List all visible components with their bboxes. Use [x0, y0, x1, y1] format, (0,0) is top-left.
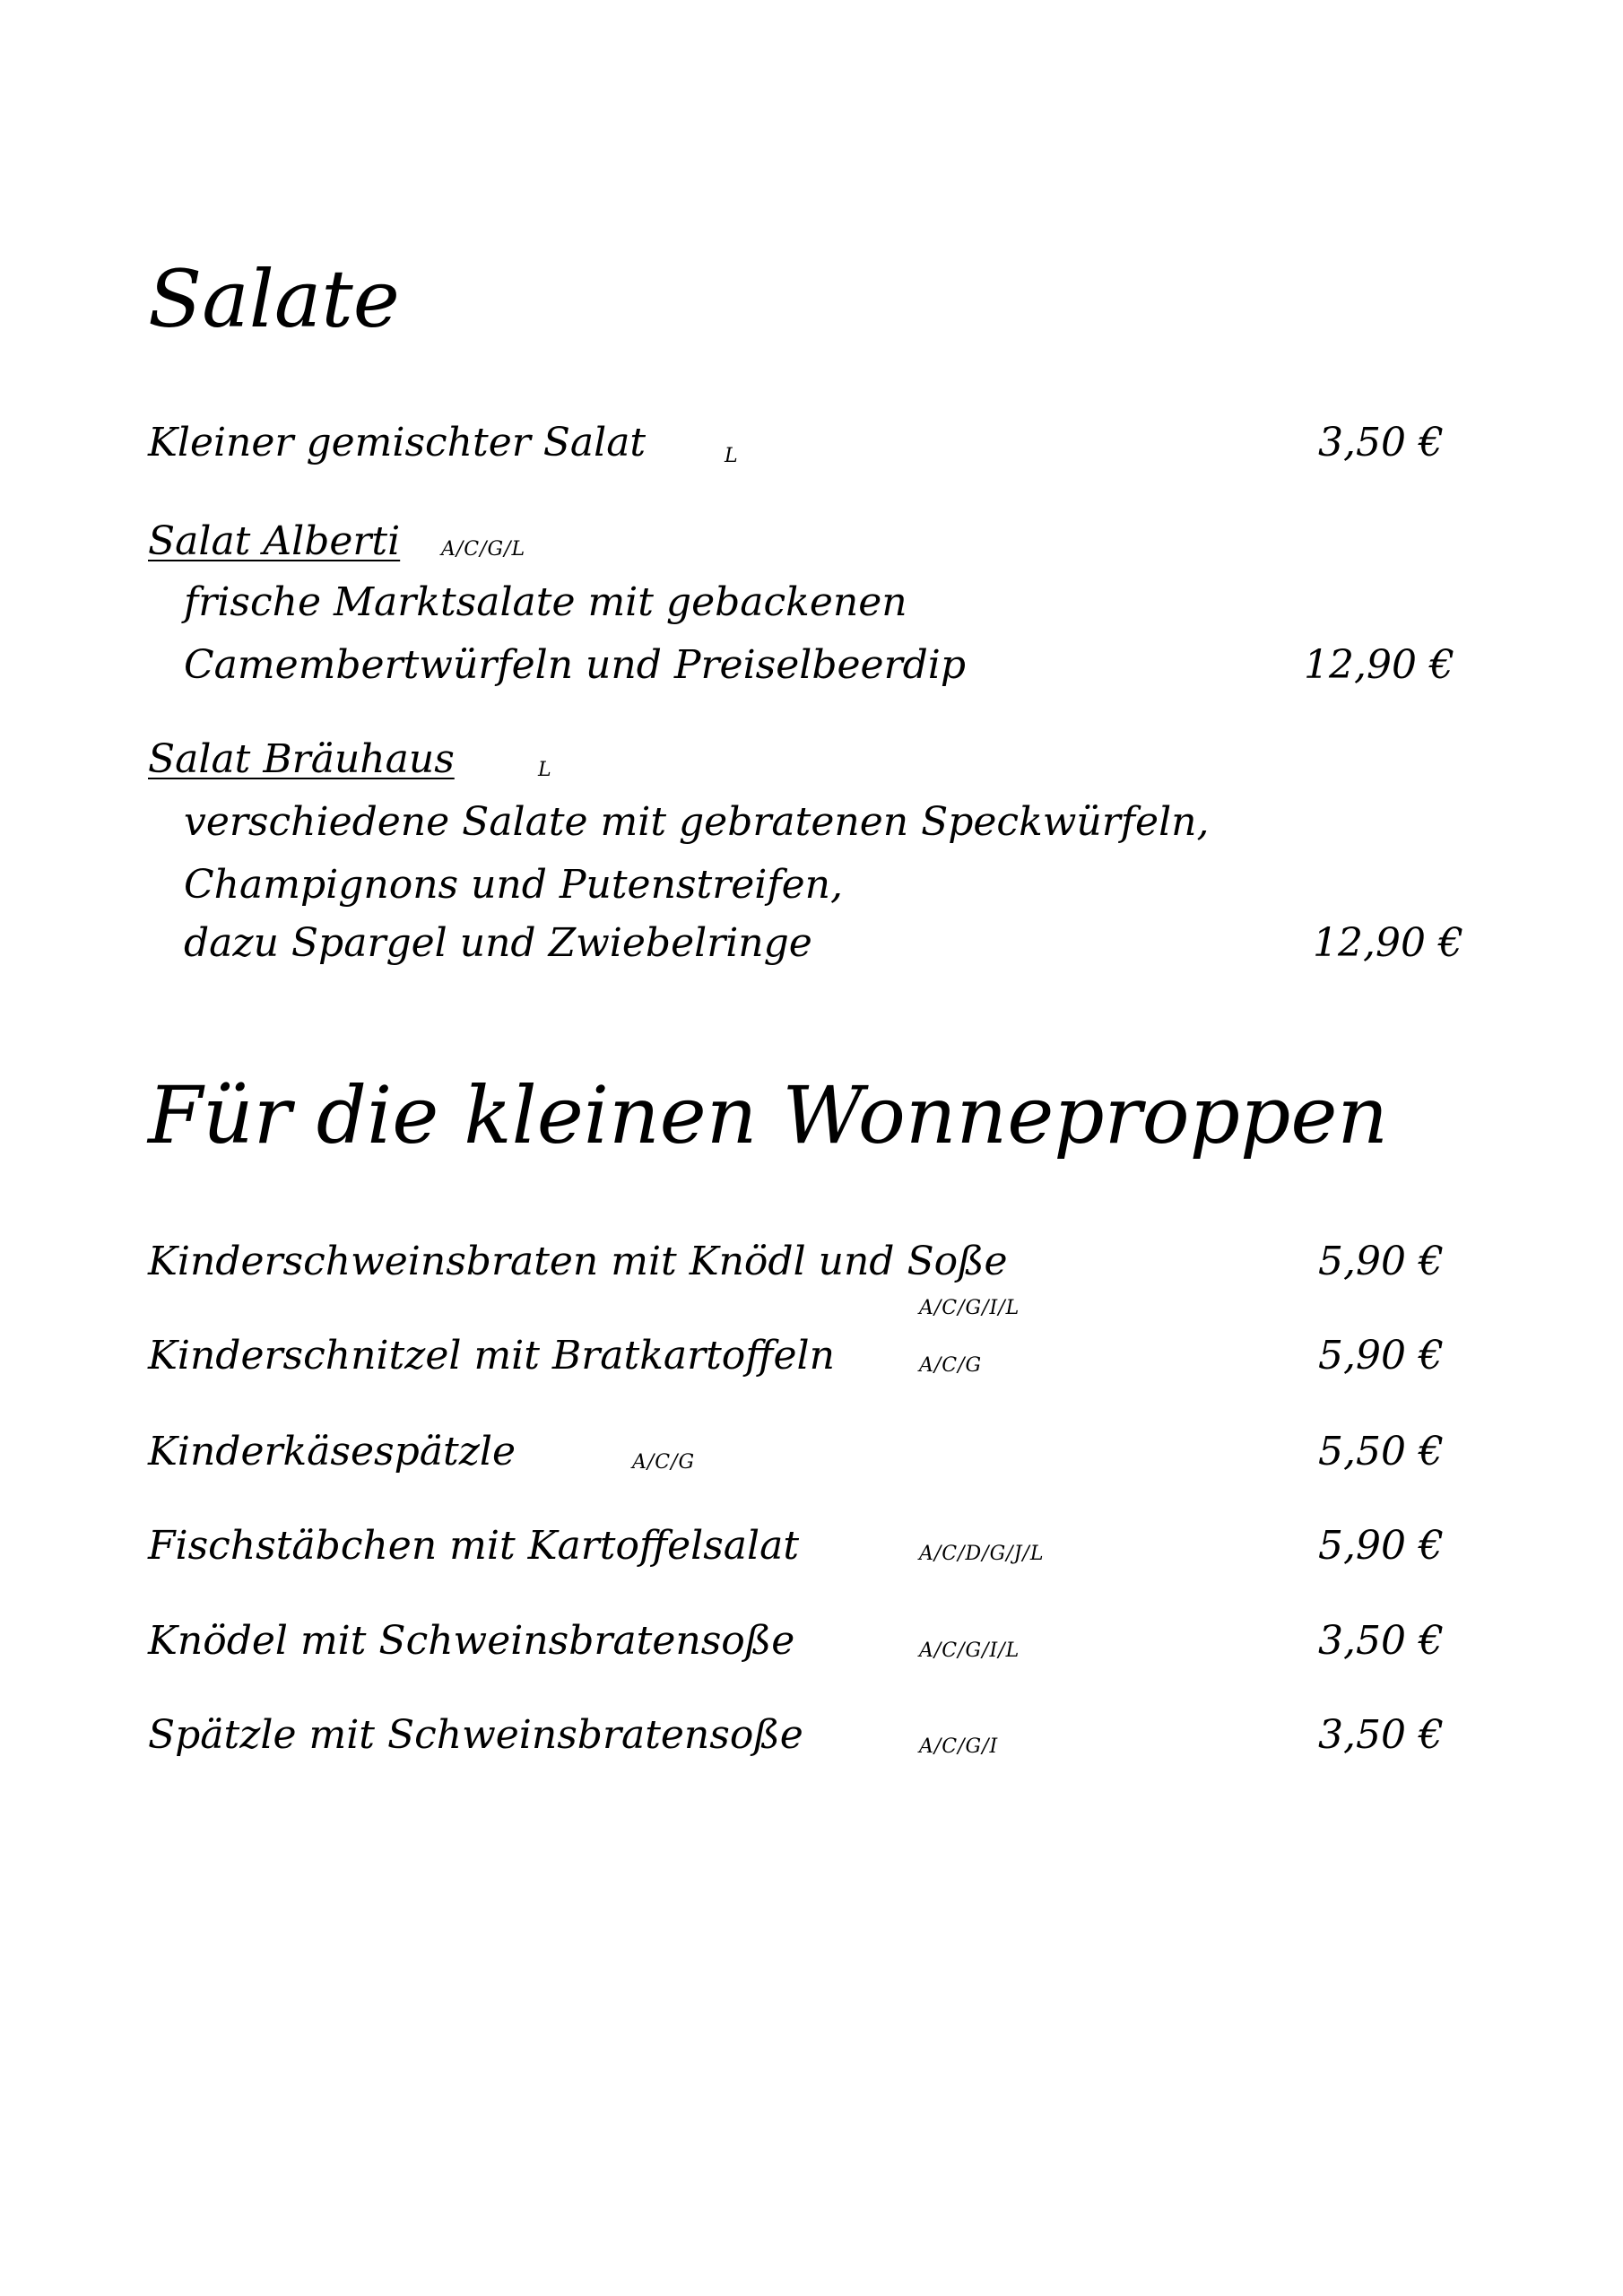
item-allergens: A/C/G	[632, 1451, 696, 1474]
item-description-line: Camembertwürfeln und Preiselbeerdip	[184, 642, 967, 688]
item-allergens: L	[725, 445, 739, 467]
item-allergens: L	[538, 759, 552, 781]
item-name: Knödel mit Schweinsbratensoße	[148, 1618, 795, 1664]
item-allergens: A/C/G	[919, 1354, 983, 1377]
item-price: 3,50 €	[1318, 1712, 1444, 1758]
item-description-line: dazu Spargel und Zwiebelringe	[184, 920, 812, 966]
item-price: 5,90 €	[1318, 1333, 1444, 1378]
item-name: Salat Bräuhaus	[148, 736, 455, 782]
item-description-line: frische Marktsalate mit gebackenen	[184, 579, 907, 625]
item-price: 5,90 €	[1318, 1239, 1444, 1284]
item-price: 5,90 €	[1318, 1523, 1444, 1569]
item-allergens: A/C/D/G/J/L	[919, 1543, 1045, 1565]
item-price: 3,50 €	[1318, 1618, 1444, 1664]
item-description-line: Champignons und Putenstreifen,	[184, 862, 843, 908]
item-name: Salat Alberti	[148, 518, 401, 564]
item-name: Kinderkäsespätzle	[148, 1429, 516, 1474]
item-allergens: A/C/G/I	[919, 1735, 999, 1758]
item-allergens: A/C/G/I/L	[919, 1639, 1020, 1662]
item-allergens: A/C/G/L	[441, 538, 526, 561]
item-price: 3,50 €	[1318, 420, 1444, 465]
item-price: 12,90 €	[1313, 920, 1463, 966]
item-name: Kinderschweinsbraten mit Knödl und Soße	[148, 1239, 1008, 1284]
item-price: 5,50 €	[1318, 1429, 1444, 1474]
section-heading-kinder: Für die kleinen Wonneproppen	[148, 1069, 1389, 1161]
item-name: Spätzle mit Schweinsbratensoße	[148, 1712, 803, 1758]
item-name: Fischstäbchen mit Kartoffelsalat	[148, 1523, 800, 1569]
item-name: Kleiner gemischter Salat	[148, 420, 647, 465]
item-allergens: A/C/G/I/L	[919, 1297, 1020, 1319]
item-description-line: verschiedene Salate mit gebratenen Speckwürfeln,	[184, 799, 1210, 845]
section-heading-salate: Salate	[148, 253, 400, 345]
item-price: 12,90 €	[1304, 642, 1454, 688]
item-name: Kinderschnitzel mit Bratkartoffeln	[148, 1333, 835, 1378]
